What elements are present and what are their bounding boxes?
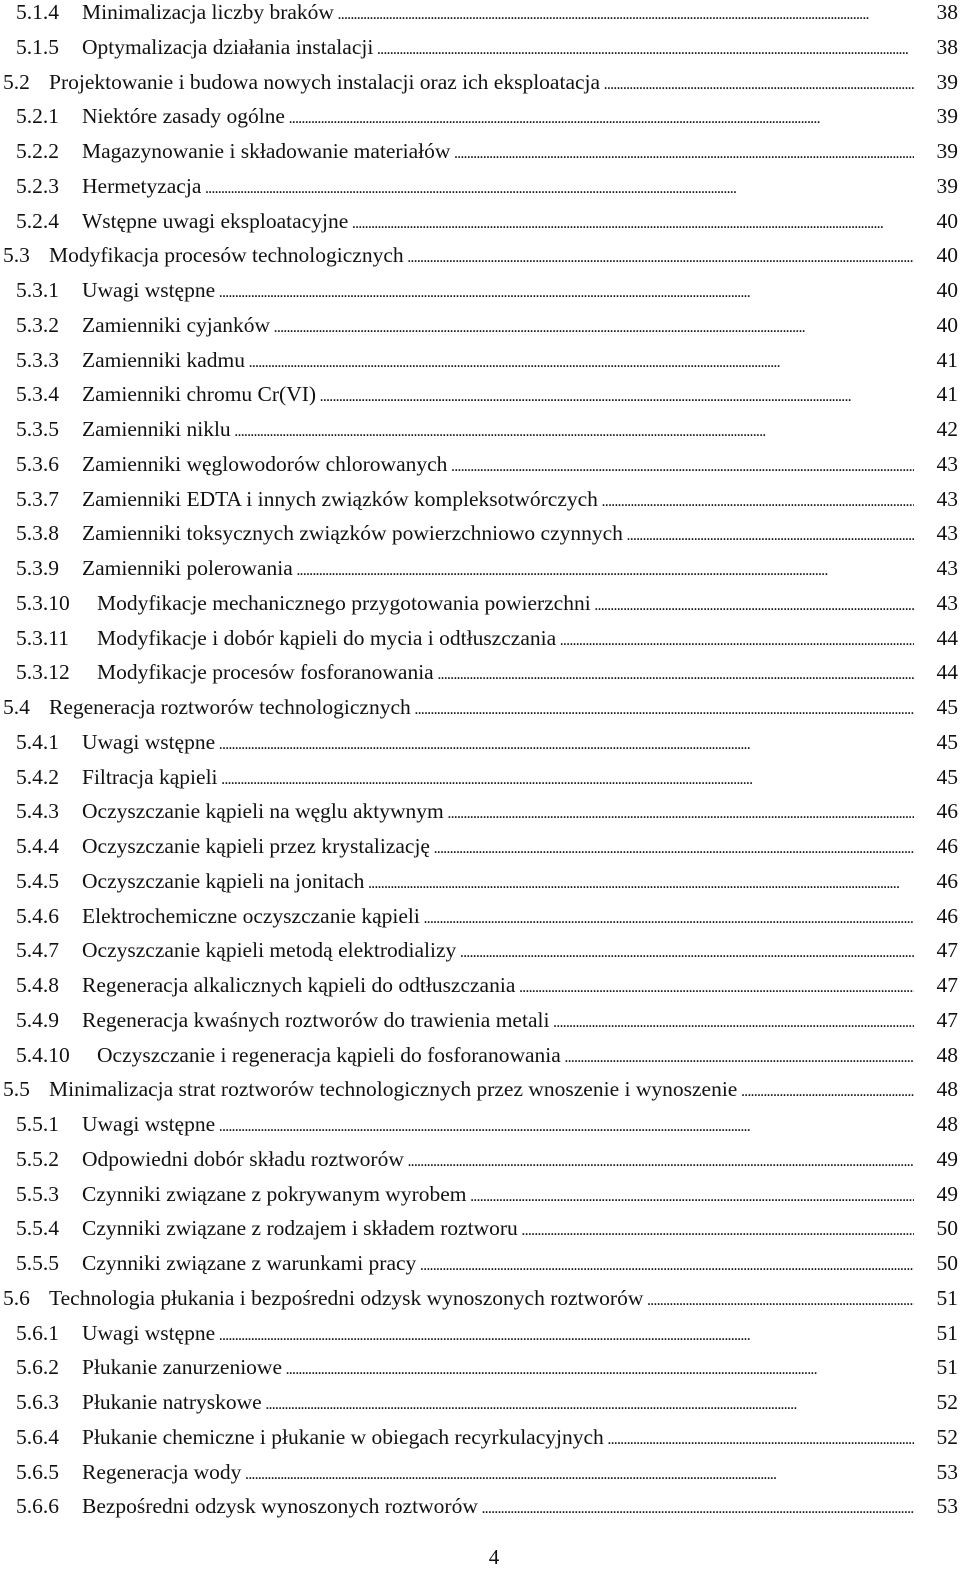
toc-entry-title-text: Bezpośredni odzysk wynoszonych roztworów [82, 1494, 478, 1519]
toc-entry-title [49, 1283, 914, 1316]
toc-entry-number: 5.3.4 [16, 382, 59, 407]
toc-entry[interactable] [0, 1213, 960, 1248]
toc-entry[interactable] [0, 692, 960, 727]
toc-entry-title-text: Magazynowanie i składowanie materiałów [82, 139, 451, 163]
toc-entry-number: 5.3.10 [16, 590, 70, 615]
toc-entry-page: 48 [936, 1112, 958, 1136]
toc-entry-title-text: Zamienniki kadmu [82, 347, 246, 372]
toc-entry[interactable] [0, 1491, 960, 1526]
toc-entry-page: 43 [936, 521, 958, 546]
toc-entry-title-text: Płukanie natryskowe [82, 1390, 262, 1414]
toc-entry-title [49, 692, 914, 725]
toc-entry-number: 5.4.7 [16, 938, 59, 963]
toc-entry-number: 5.3.6 [16, 451, 59, 476]
toc-entry-title-text: Regeneracja wody [82, 1459, 242, 1484]
toc-entry-page: 39 [936, 173, 958, 198]
toc-entry-number: 5.6.6 [16, 1494, 59, 1519]
toc-entry-page: 40 [936, 208, 958, 233]
toc-entry-title-text: Płukanie zanurzeniowe [82, 1355, 282, 1380]
toc-entry-title-text: Technologia płukania i bezpośredni odzysk wynoszonych roztworów [49, 1285, 644, 1310]
toc-entry-number: 5.4.6 [16, 903, 59, 928]
toc-entry-title [82, 1352, 914, 1385]
toc-entry-number: 5.6.3 [16, 1390, 59, 1414]
toc-entry-number: 5.3.9 [16, 556, 59, 580]
toc-entry-title-text: Regeneracja alkalicznych kąpieli do odtłuszczania [82, 973, 516, 997]
toc-entry-number: 5.2.3 [16, 173, 59, 198]
toc-entry-page: 39 [936, 104, 958, 129]
toc-entry[interactable] [0, 1318, 960, 1353]
toc-entry-number: 5.3.1 [16, 278, 59, 302]
toc-entry[interactable] [0, 171, 960, 206]
toc-entry-title [82, 1422, 914, 1455]
toc-entry-title [49, 240, 914, 273]
toc-entry-page: 43 [936, 486, 958, 511]
toc-entry-title [82, 762, 914, 795]
toc-entry[interactable] [0, 1144, 960, 1179]
toc-entry-number: 5.6.4 [16, 1424, 59, 1449]
toc-entry[interactable] [0, 1005, 960, 1040]
toc-entry[interactable] [0, 206, 960, 241]
toc-entry-number: 5.2.4 [16, 208, 59, 233]
toc-entry-number: 5.4.10 [16, 1042, 70, 1067]
toc-entry-title-text: Zamienniki niklu [82, 417, 231, 441]
toc-entry-title [97, 1040, 914, 1073]
toc-entry-title [82, 1179, 914, 1212]
toc-entry-page: 46 [936, 903, 958, 928]
toc-entry[interactable] [0, 484, 960, 519]
toc-entry-page: 38 [936, 34, 958, 59]
toc-entry-number: 5.6 [3, 1285, 30, 1310]
toc-entry-page: 46 [936, 834, 958, 858]
toc-entry-page: 51 [936, 1355, 958, 1380]
toc-entry[interactable] [0, 518, 960, 553]
toc-entry-number: 5.5.5 [16, 1251, 59, 1275]
toc-entry-page: 48 [936, 1077, 958, 1102]
toc-entry-page: 47 [936, 973, 958, 997]
toc-entry-title [82, 1248, 914, 1281]
toc-entry-title-text: Minimalizacja liczby braków [82, 0, 334, 24]
toc-entry-number: 5.4.1 [16, 729, 59, 754]
toc-entry-title-text: Modyfikacje i dobór kąpieli do mycia i odtłuszczania [97, 625, 557, 650]
toc-entry-title-text: Uwagi wstępne [82, 278, 216, 302]
toc-entry[interactable] [0, 310, 960, 345]
toc-entry-number: 5.6.2 [16, 1355, 59, 1380]
toc-entry-title [82, 518, 914, 551]
toc-entry[interactable] [0, 1109, 960, 1144]
toc-entry-title [82, 32, 914, 65]
toc-entry[interactable] [0, 553, 960, 588]
toc-entry-number: 5.4.8 [16, 973, 59, 997]
toc-entry-page: 45 [936, 695, 958, 719]
toc-entry[interactable] [0, 1387, 960, 1422]
toc-entry[interactable] [0, 449, 960, 484]
toc-entry-title [97, 588, 914, 621]
toc-entry-page: 45 [936, 729, 958, 754]
toc-entry-title-text: Uwagi wstępne [82, 1320, 216, 1345]
toc-entry[interactable] [0, 1457, 960, 1492]
toc-entry-page: 50 [936, 1216, 958, 1241]
toc-entry-title-text: Zamienniki węglowodorów chlorowanych [82, 451, 448, 476]
toc-entry-page: 49 [936, 1146, 958, 1171]
toc-entry-number: 5.4.5 [16, 868, 59, 893]
toc-entry-title [82, 0, 914, 30]
toc-entry-title-text: Minimalizacja strat roztworów technologicznych przez wnoszenie i wynoszenie [49, 1077, 738, 1102]
toc-entry[interactable] [0, 379, 960, 414]
toc-entry-number: 5.4 [3, 695, 30, 719]
toc-entry[interactable] [0, 588, 960, 623]
toc-entry-title [49, 1074, 914, 1107]
toc-entry-page: 48 [936, 1042, 958, 1067]
toc-entry-title-text: Uwagi wstępne [82, 1112, 216, 1136]
toc-entry-page: 40 [936, 243, 958, 268]
toc-entry-title [82, 449, 914, 482]
toc-entry-page: 40 [936, 312, 958, 337]
toc-entry-title [82, 414, 914, 447]
toc-entry-page: 42 [936, 417, 958, 441]
toc-entry[interactable] [0, 345, 960, 380]
toc-entry-page: 40 [936, 278, 958, 302]
toc-entry-title-text: Projektowanie i budowa nowych instalacji oraz ich eksploatacja [49, 69, 601, 94]
toc-entry-title-text: Oczyszczanie i regeneracja kąpieli do fosforanowania [97, 1042, 561, 1067]
toc-entry-page: 47 [936, 938, 958, 963]
page-number: 4 [488, 1545, 500, 1569]
toc-entry-page: 41 [936, 382, 958, 407]
toc-entry[interactable] [0, 32, 960, 67]
toc-entry-number: 5.5.1 [16, 1112, 59, 1136]
toc-entry[interactable] [0, 414, 960, 449]
toc-entry[interactable] [0, 1352, 960, 1387]
toc-entry-title-text: Oczyszczanie kąpieli na jonitach [82, 868, 365, 893]
toc-entry-title-text: Zamienniki EDTA i innych związków kompleksotwórczych [82, 486, 598, 511]
toc-entry-title-text: Optymalizacja działania instalacji [82, 34, 374, 59]
toc-entry-title [82, 101, 914, 134]
toc-entry-title-text: Zamienniki chromu Cr(VI) [82, 382, 317, 407]
toc-entry-page: 50 [936, 1251, 958, 1275]
toc-entry-title-text: Płukanie chemiczne i płukanie w obiegach recyrkulacyjnych [82, 1424, 604, 1449]
toc-entry[interactable] [0, 727, 960, 762]
toc-entry-title-text: Filtracja kąpieli [82, 764, 218, 789]
toc-entry-page: 44 [936, 660, 958, 685]
toc-entry[interactable] [0, 657, 960, 692]
toc-entry-number: 5.3.8 [16, 521, 59, 546]
toc-entry-title [82, 1109, 914, 1142]
toc-entry-title-text: Czynniki związane z warunkami pracy [82, 1251, 417, 1275]
toc-entry-title-text: Niektóre zasady ogólne [82, 104, 285, 129]
toc-entry-title [82, 1387, 914, 1420]
toc-entry-page: 47 [936, 1007, 958, 1032]
toc-entry[interactable] [0, 1283, 960, 1318]
toc-entry-number: 5.5 [3, 1077, 30, 1102]
toc-entry[interactable] [0, 1074, 960, 1109]
toc-entry-title [82, 171, 914, 204]
toc-entry-title [82, 1491, 914, 1524]
toc-entry-page: 51 [936, 1285, 958, 1310]
toc-entry-number: 5.4.2 [16, 764, 59, 789]
toc-entry-title [97, 623, 914, 656]
toc-entry-number: 5.3.12 [16, 660, 70, 685]
toc-entry-number: 5.5.3 [16, 1181, 59, 1206]
toc-entry-title [82, 484, 914, 517]
toc-entry[interactable] [0, 901, 960, 936]
toc-entry-title [97, 657, 914, 690]
toc-entry-title-text: Modyfikacja procesów technologicznych [49, 243, 404, 268]
toc-entry-title-text: Zamienniki cyjanków [82, 312, 271, 337]
toc-entry-title [82, 1318, 914, 1351]
toc-entry-page: 41 [936, 347, 958, 372]
toc-entry[interactable] [0, 240, 960, 275]
toc-entry-number: 5.5.2 [16, 1146, 59, 1171]
toc-entry[interactable] [0, 275, 960, 310]
toc-entry-title [82, 935, 914, 968]
toc-entry-number: 5.3.11 [16, 625, 69, 650]
toc-entry-title [82, 831, 914, 864]
toc-entry-page: 38 [936, 0, 958, 24]
toc-entry-title [82, 727, 914, 760]
toc-entry[interactable] [0, 796, 960, 831]
toc-entry[interactable] [0, 1422, 960, 1457]
toc-entry-page: 43 [936, 451, 958, 476]
toc-entry-title-text: Modyfikacje procesów fosforanowania [97, 660, 434, 685]
toc-entry-page: 46 [936, 799, 958, 824]
toc-entry-number: 5.3.7 [16, 486, 59, 511]
toc-entry-title-text: Oczyszczanie kąpieli na węglu aktywnym [82, 799, 444, 824]
toc-entry-title [82, 1144, 914, 1177]
toc-entry[interactable] [0, 831, 960, 866]
toc-entry-page: 52 [936, 1424, 958, 1449]
toc-entry-title [82, 796, 914, 829]
toc-entry[interactable] [0, 1248, 960, 1283]
toc-entry-page: 49 [936, 1181, 958, 1206]
toc-entry-title-text: Modyfikacje mechanicznego przygotowania powierzchni [97, 590, 591, 615]
toc-entry-page: 53 [936, 1459, 958, 1484]
toc-entry[interactable] [0, 1040, 960, 1075]
toc-entry[interactable] [0, 762, 960, 797]
toc-entry-title [82, 275, 914, 308]
toc-entry-number: 5.4.9 [16, 1007, 59, 1032]
toc-entry[interactable] [0, 101, 960, 136]
toc-entry-title-text: Oczyszczanie kąpieli przez krystalizację [82, 834, 430, 858]
toc-entry-page: 43 [936, 556, 958, 580]
toc-entry-title [82, 136, 914, 169]
toc-entry[interactable] [0, 866, 960, 901]
toc-entry-title [82, 310, 914, 343]
toc-entry[interactable] [0, 970, 960, 1005]
toc-entry-title-text: Elektrochemiczne oczyszczanie kąpieli [82, 903, 420, 928]
toc-entry-title-text: Zamienniki polerowania [82, 556, 293, 580]
toc-entry-title-text: Regeneracja kwaśnych roztworów do trawienia metali [82, 1007, 550, 1032]
toc-entry-page: 39 [936, 69, 958, 94]
toc-entry[interactable] [0, 67, 960, 102]
toc-entry-title-text: Odpowiedni dobór składu roztworów [82, 1146, 404, 1171]
toc-entry-number: 5.4.4 [16, 834, 59, 858]
toc-entry-number: 5.6.5 [16, 1459, 59, 1484]
toc-entry-page: 43 [936, 590, 958, 615]
toc-entry-number: 5.2 [3, 69, 30, 94]
toc-entry-title-text: Czynniki związane z rodzajem i składem roztworu [82, 1216, 518, 1241]
toc-entry-title [82, 1213, 914, 1246]
toc-entry[interactable] [0, 0, 960, 32]
toc-entry-page: 53 [936, 1494, 958, 1519]
toc-entry-number: 5.2.1 [16, 104, 59, 129]
toc-entry-number: 5.4.3 [16, 799, 59, 824]
toc-entry-title [82, 1005, 914, 1038]
toc-entry-number: 5.2.2 [16, 139, 59, 163]
toc-entry-title [82, 553, 914, 586]
toc-entry-page: 46 [936, 868, 958, 893]
toc-entry[interactable] [0, 623, 960, 658]
toc-entry-number: 5.3.2 [16, 312, 59, 337]
toc-entry-number: 5.3 [3, 243, 30, 268]
toc-entry[interactable] [0, 935, 960, 970]
toc-entry-title [82, 345, 914, 378]
toc-entry-title [82, 1457, 914, 1490]
toc-entry-number: 5.3.5 [16, 417, 59, 441]
toc-entry-title-text: Wstępne uwagi eksploatacyjne [82, 208, 349, 233]
toc-entry-title [49, 67, 914, 100]
toc-entry-number: 5.1.5 [16, 34, 59, 59]
toc-entry-title [82, 901, 914, 934]
toc-entry-page: 51 [936, 1320, 958, 1345]
toc-entry-title [82, 970, 914, 1003]
toc-entry-title [82, 379, 914, 412]
toc-entry-page: 44 [936, 625, 958, 650]
toc-entry-title-text: Zamienniki toksycznych związków powierzchniowo czynnych [82, 521, 623, 546]
toc-entry-number: 5.6.1 [16, 1320, 59, 1345]
toc-entry-title-text: Uwagi wstępne [82, 729, 216, 754]
toc-entry-title [82, 866, 914, 899]
toc-entry-number: 5.5.4 [16, 1216, 59, 1241]
toc-entry[interactable] [0, 136, 960, 171]
toc-entry-page: 52 [936, 1390, 958, 1414]
toc-entry-title-text: Czynniki związane z pokrywanym wyrobem [82, 1181, 467, 1206]
toc-entry-title-text: Regeneracja roztworów technologicznych [49, 695, 411, 719]
toc-entry-title-text: Oczyszczanie kąpieli metodą elektrodializy [82, 938, 457, 963]
toc-entry-title-text: Hermetyzacja [82, 173, 202, 198]
toc-entry-title [82, 206, 914, 239]
toc-entry-number: 5.1.4 [16, 0, 59, 24]
toc-entry-page: 39 [936, 139, 958, 163]
toc-entry-page: 45 [936, 764, 958, 789]
toc-entry-number: 5.3.3 [16, 347, 59, 372]
toc-entry[interactable] [0, 1179, 960, 1214]
